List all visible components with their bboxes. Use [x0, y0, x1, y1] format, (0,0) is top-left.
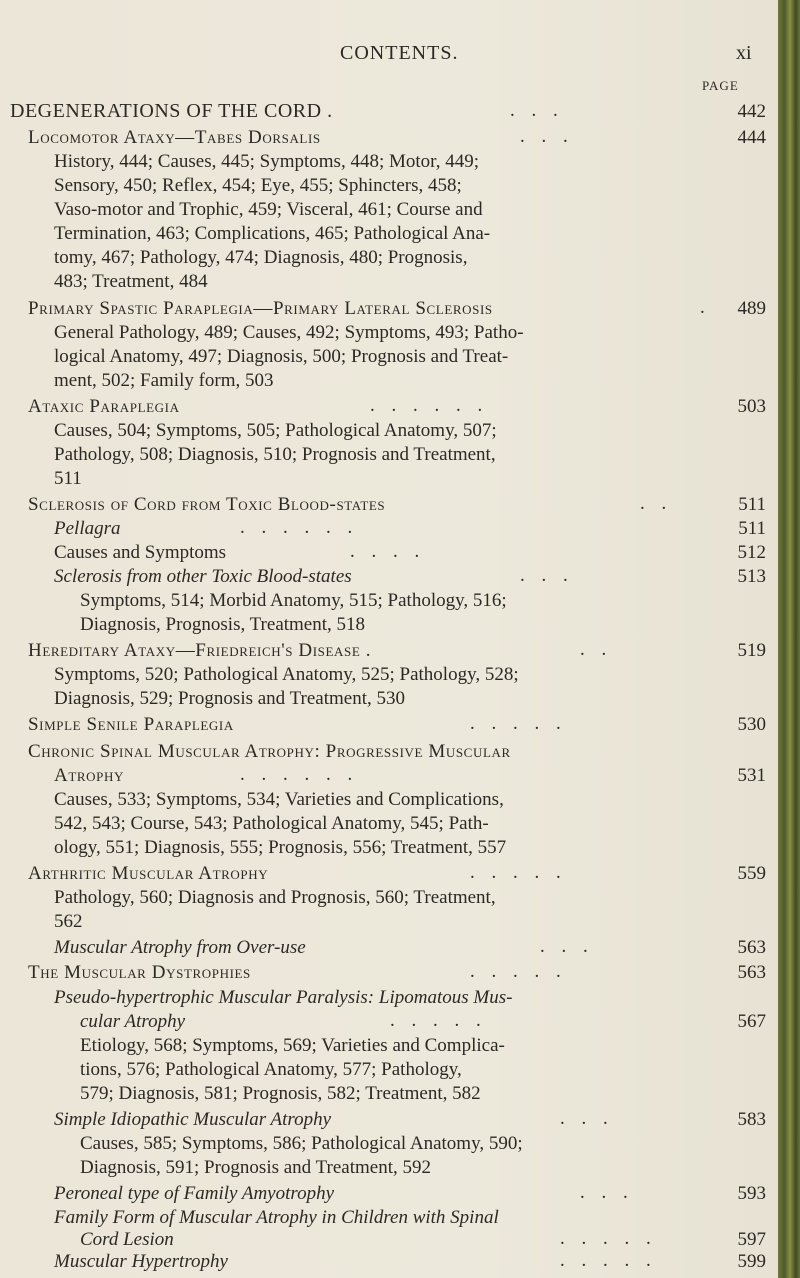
- toc-subline: tions, 576; Pathological Anatomy, 577; Pathology,: [80, 1059, 462, 1080]
- toc-entry-title: Muscular Atrophy from Over-use: [54, 937, 306, 958]
- toc-entry-title: Sclerosis of Cord from Toxic Blood-states: [28, 494, 386, 515]
- dot-leader: . . . . .: [470, 713, 567, 734]
- dot-leader: . .: [580, 639, 613, 660]
- toc-page: 489: [737, 298, 766, 319]
- toc-page: 519: [737, 640, 766, 661]
- dot-leader: . . . . .: [470, 961, 567, 982]
- toc-page: 567: [737, 1011, 766, 1032]
- dot-leader: . . .: [540, 936, 594, 957]
- toc-subline: Causes, 504; Symptoms, 505; Pathological Anatomy, 507;: [54, 420, 497, 441]
- page-number: xi: [736, 42, 752, 64]
- toc-entry-title: Pseudo-hypertrophic Muscular Paralysis: Lipomatous Mus-: [54, 987, 513, 1008]
- dot-leader: . . . . . .: [240, 517, 359, 538]
- toc-entry-title: Simple Senile Paraplegia: [28, 714, 234, 735]
- dot-leader: . . . . .: [560, 1250, 657, 1271]
- toc-entry-title: Pellagra: [54, 518, 121, 539]
- toc-subline: 483; Treatment, 484: [54, 271, 208, 292]
- toc-entry-title: Arthritic Muscular Atrophy: [28, 863, 269, 884]
- toc-page: 583: [737, 1109, 766, 1130]
- page-column-label: PAGE: [702, 78, 739, 93]
- toc-page: 559: [737, 863, 766, 884]
- toc-entry-title: The Muscular Dystrophies: [28, 962, 251, 983]
- toc-subline: Pathology, 560; Diagnosis and Prognosis, 560; Treatment,: [54, 887, 496, 908]
- toc-heading: DEGENERATIONS OF THE CORD .: [10, 100, 333, 122]
- toc-subline: Symptoms, 514; Morbid Anatomy, 515; Pathology, 516;: [80, 590, 507, 611]
- toc-entry-title: Causes and Symptoms: [54, 542, 227, 563]
- dot-leader: . . .: [510, 100, 564, 121]
- toc-subline: tomy, 467; Pathology, 474; Diagnosis, 480; Prognosis,: [54, 247, 468, 268]
- toc-page: 444: [737, 127, 766, 148]
- toc-subline: 542, 543; Course, 543; Pathological Anatomy, 545; Path-: [54, 813, 489, 834]
- dot-leader: . . .: [560, 1108, 614, 1129]
- toc-page: 593: [737, 1183, 766, 1204]
- toc-page: 513: [737, 566, 766, 587]
- toc-page: 597: [737, 1229, 766, 1250]
- dot-leader: . . . .: [350, 541, 426, 562]
- toc-entry-title: Primary Spastic Paraplegia—Primary Lateral Sclerosis: [28, 298, 493, 319]
- toc-entry-title: Locomotor Ataxy—Tabes Dorsalis: [28, 127, 321, 148]
- dot-leader: . . .: [580, 1182, 634, 1203]
- dot-leader: . . . . .: [560, 1228, 657, 1249]
- dot-leader: . . . . . .: [370, 395, 489, 416]
- toc-entry-title: Family Form of Muscular Atrophy in Children with Spinal: [54, 1207, 499, 1228]
- toc-subline: Diagnosis, Prognosis, Treatment, 518: [80, 614, 366, 635]
- dot-leader: . . .: [520, 565, 574, 586]
- toc-subline: History, 444; Causes, 445; Symptoms, 448; Motor, 449;: [54, 151, 479, 172]
- toc-entry-title: Ataxic Paraplegia: [28, 396, 180, 417]
- toc-subline: 579; Diagnosis, 581; Prognosis, 582; Treatment, 582: [80, 1083, 481, 1104]
- toc-subline: Symptoms, 520; Pathological Anatomy, 525; Pathology, 528;: [54, 664, 519, 685]
- toc-entry-title: Atrophy: [54, 765, 124, 786]
- dot-leader: . .: [640, 493, 673, 514]
- toc-page: 530: [737, 714, 766, 735]
- toc-subline: Vaso-motor and Trophic, 459; Visceral, 461; Course and: [54, 199, 483, 220]
- toc-subline: Causes, 533; Symptoms, 534; Varieties and Complications,: [54, 789, 504, 810]
- toc-entry-title: Muscular Hypertrophy: [54, 1251, 228, 1272]
- toc-subline: ology, 551; Diagnosis, 555; Prognosis, 556; Treatment, 557: [54, 837, 507, 858]
- book-binding-edge: [778, 0, 800, 1278]
- toc-page: 599: [737, 1251, 766, 1272]
- dot-leader: . . .: [520, 126, 574, 147]
- toc-entry-title: Hereditary Ataxy—Friedreich's Disease .: [28, 640, 372, 661]
- toc-page: 563: [737, 937, 766, 958]
- toc-page: 512: [737, 542, 766, 563]
- toc-page: 442: [737, 101, 766, 122]
- toc-entry-title: Peroneal type of Family Amyotrophy: [54, 1183, 334, 1204]
- toc-subline: Diagnosis, 591; Prognosis and Treatment, 592: [80, 1157, 431, 1178]
- toc-subline: Diagnosis, 529; Prognosis and Treatment, 530: [54, 688, 405, 709]
- toc-subline: 562: [54, 911, 83, 932]
- toc-subline: Pathology, 508; Diagnosis, 510; Prognosis and Treatment,: [54, 444, 496, 465]
- toc-entry-title: Simple Idiopathic Muscular Atrophy: [54, 1109, 332, 1130]
- toc-page: 531: [737, 765, 766, 786]
- toc-subline: Etiology, 568; Symptoms, 569; Varieties and Complica-: [80, 1035, 505, 1056]
- toc-subline: Causes, 585; Symptoms, 586; Pathological Anatomy, 590;: [80, 1133, 523, 1154]
- toc-subline: Termination, 463; Complications, 465; Pathological Ana-: [54, 223, 491, 244]
- toc-subline: 511: [54, 468, 82, 489]
- toc-entry-title: Chronic Spinal Muscular Atrophy: Progressive Muscular: [28, 741, 511, 762]
- toc-subline: logical Anatomy, 497; Diagnosis, 500; Prognosis and Treat-: [54, 346, 509, 367]
- dot-leader: . . . . . .: [240, 764, 359, 785]
- running-header: CONTENTS.: [340, 42, 459, 64]
- dot-leader: . . . . .: [390, 1010, 487, 1031]
- toc-entry-title: Sclerosis from other Toxic Blood-states: [54, 566, 352, 587]
- toc-subline: General Pathology, 489; Causes, 492; Symptoms, 493; Patho-: [54, 322, 524, 343]
- toc-subline: Sensory, 450; Reflex, 454; Eye, 455; Sphincters, 458;: [54, 175, 462, 196]
- toc-page: 563: [737, 962, 766, 983]
- toc-subline: ment, 502; Family form, 503: [54, 370, 274, 391]
- toc-page: 511: [738, 494, 766, 515]
- dot-leader: . . . . .: [470, 862, 567, 883]
- toc-entry-title: cular Atrophy: [80, 1011, 186, 1032]
- toc-page: 503: [737, 396, 766, 417]
- toc-page: 511: [738, 518, 766, 539]
- dot-leader: .: [700, 297, 711, 318]
- toc-entry-title: Cord Lesion: [80, 1229, 174, 1250]
